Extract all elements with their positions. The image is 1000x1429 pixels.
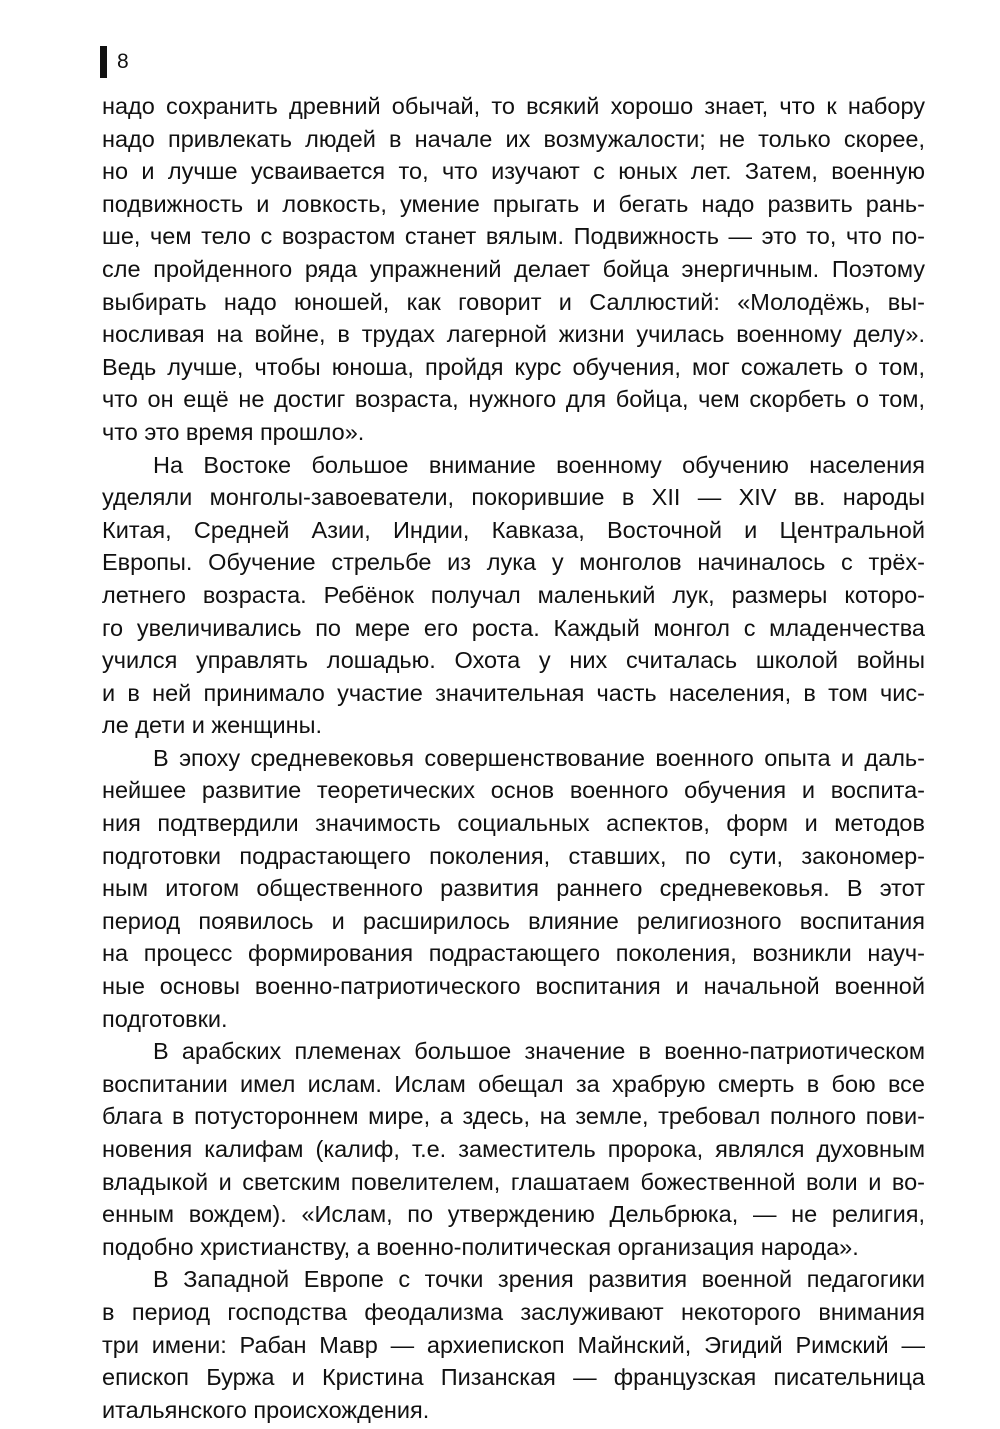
text-line: владыкой и светским повелителем, глашатаем божественной воли и во- [102,1168,925,1195]
page-number: 8 [117,50,129,73]
text-line: нейшее развитие теоретических основ военного обучения и воспита- [102,777,925,804]
text-line: В арабских племенах большое значение в военно-патриотическом [153,1038,925,1065]
paragraph [102,449,925,742]
text-line: го увеличивались по мере его роста. Каждый монгол с младенчества [102,614,925,641]
page-header [100,46,129,78]
text-line: что это время прошло». [102,418,365,445]
text-line: Ведь лучше, чтобы юноша, пройдя курс обучения, мог сожалеть о том, [102,353,925,380]
text-line: подготовки. [102,1005,228,1032]
text-line: подобно христианству, а военно-политическая организация народа». [102,1233,859,1260]
text-line: На Востоке большое внимание военному обучению населения [153,451,925,478]
text-line: подвижность и ловкость, умение прыгать и бегать надо развить рань- [102,190,925,217]
paragraph [102,742,925,1035]
text-line: Китая, Средней Азии, Индии, Кавказа, Восточной и Центральной [102,516,925,543]
text-line: период появилось и расширилось влияние религиозного воспитания [102,907,925,934]
text-line: три имени: Рабан Мавр — архиепископ Майнский, Эгидий Римский — [102,1331,925,1358]
text-line: епископ Буржа и Кристина Пизанская — французская писательница [102,1364,925,1391]
text-line: надо привлекать людей в начале их возмужалости; не только скорее, [102,125,925,152]
text-line: ным итогом общественного развития раннего средневековья. В этот [102,875,925,902]
text-line: Европы. Обучение стрельбе из лука у монголов начиналось с трёх- [102,549,925,576]
text-line: выбирать надо юношей, как говорит и Саллюстий: «Молодёжь, вы- [102,288,925,315]
text-line: воспитании имел ислам. Ислам обещал за храбрую смерть в бою все [102,1070,925,1097]
text-line: летнего возраста. Ребёнок получал маленький лук, размеры которо- [102,581,925,608]
text-line: и в ней принимало участие значительная часть населения, в том чис- [102,679,925,706]
text-line: сле пройденного ряда упражнений делает бойца энергичным. Поэтому [102,255,925,282]
text-line: новения калифам (калиф, т.е. заместитель пророка, являлся духовным [102,1136,925,1162]
text-line: носливая на войне, в трудах лагерной жизни училась военному делу». [102,321,925,348]
text-line: В Западной Европе с точки зрения развития военной педагогики [153,1266,925,1293]
text-line: ные основы военно-патриотического воспитания и начальной военной [102,973,925,1000]
text-line: подготовки подрастающего поколения, ставших, по сути, закономер- [102,842,925,869]
paragraph [102,90,925,449]
text-line: ше, чем тело с возрастом станет вялым. Подвижность — это то, что по- [102,223,925,250]
text-line: енным вождем). «Ислам, по утверждению Дельбрюка, — не религия, [102,1201,925,1228]
text-line: уделяли монголы-завоеватели, покорившие в XII — XIV вв. народы [102,484,925,511]
text-line: В эпоху средневековья совершенствование военного опыта и даль- [153,744,925,771]
paragraph [102,1035,925,1263]
text-line: но и лучше усваивается то, что изучают с юных лет. Затем, военную [102,158,925,185]
text-line: в период господства феодализма заслуживают некоторого внимания [102,1298,925,1325]
body-text [102,90,925,1426]
header-bar [100,46,107,78]
text-line: учился управлять лошадью. Охота у них считалась школой войны [102,647,925,674]
text-line: ния подтвердили значимость социальных аспектов, форм и методов [102,810,925,837]
text-line: надо сохранить древний обычай, то всякий хорошо знает, что к набору [102,93,925,119]
text-line: ле дети и женщины. [102,712,323,739]
text-line: блага в потустороннем мире, а здесь, на земле, требовал полного пови- [102,1103,925,1130]
paragraph [102,1263,925,1426]
text-line: на процесс формирования подрастающего поколения, возникли науч- [102,940,925,967]
text-line: итальянского происхождения. [102,1396,430,1423]
text-line: что он ещё не достиг возраста, нужного для бойца, чем скорбеть о том, [102,386,925,413]
